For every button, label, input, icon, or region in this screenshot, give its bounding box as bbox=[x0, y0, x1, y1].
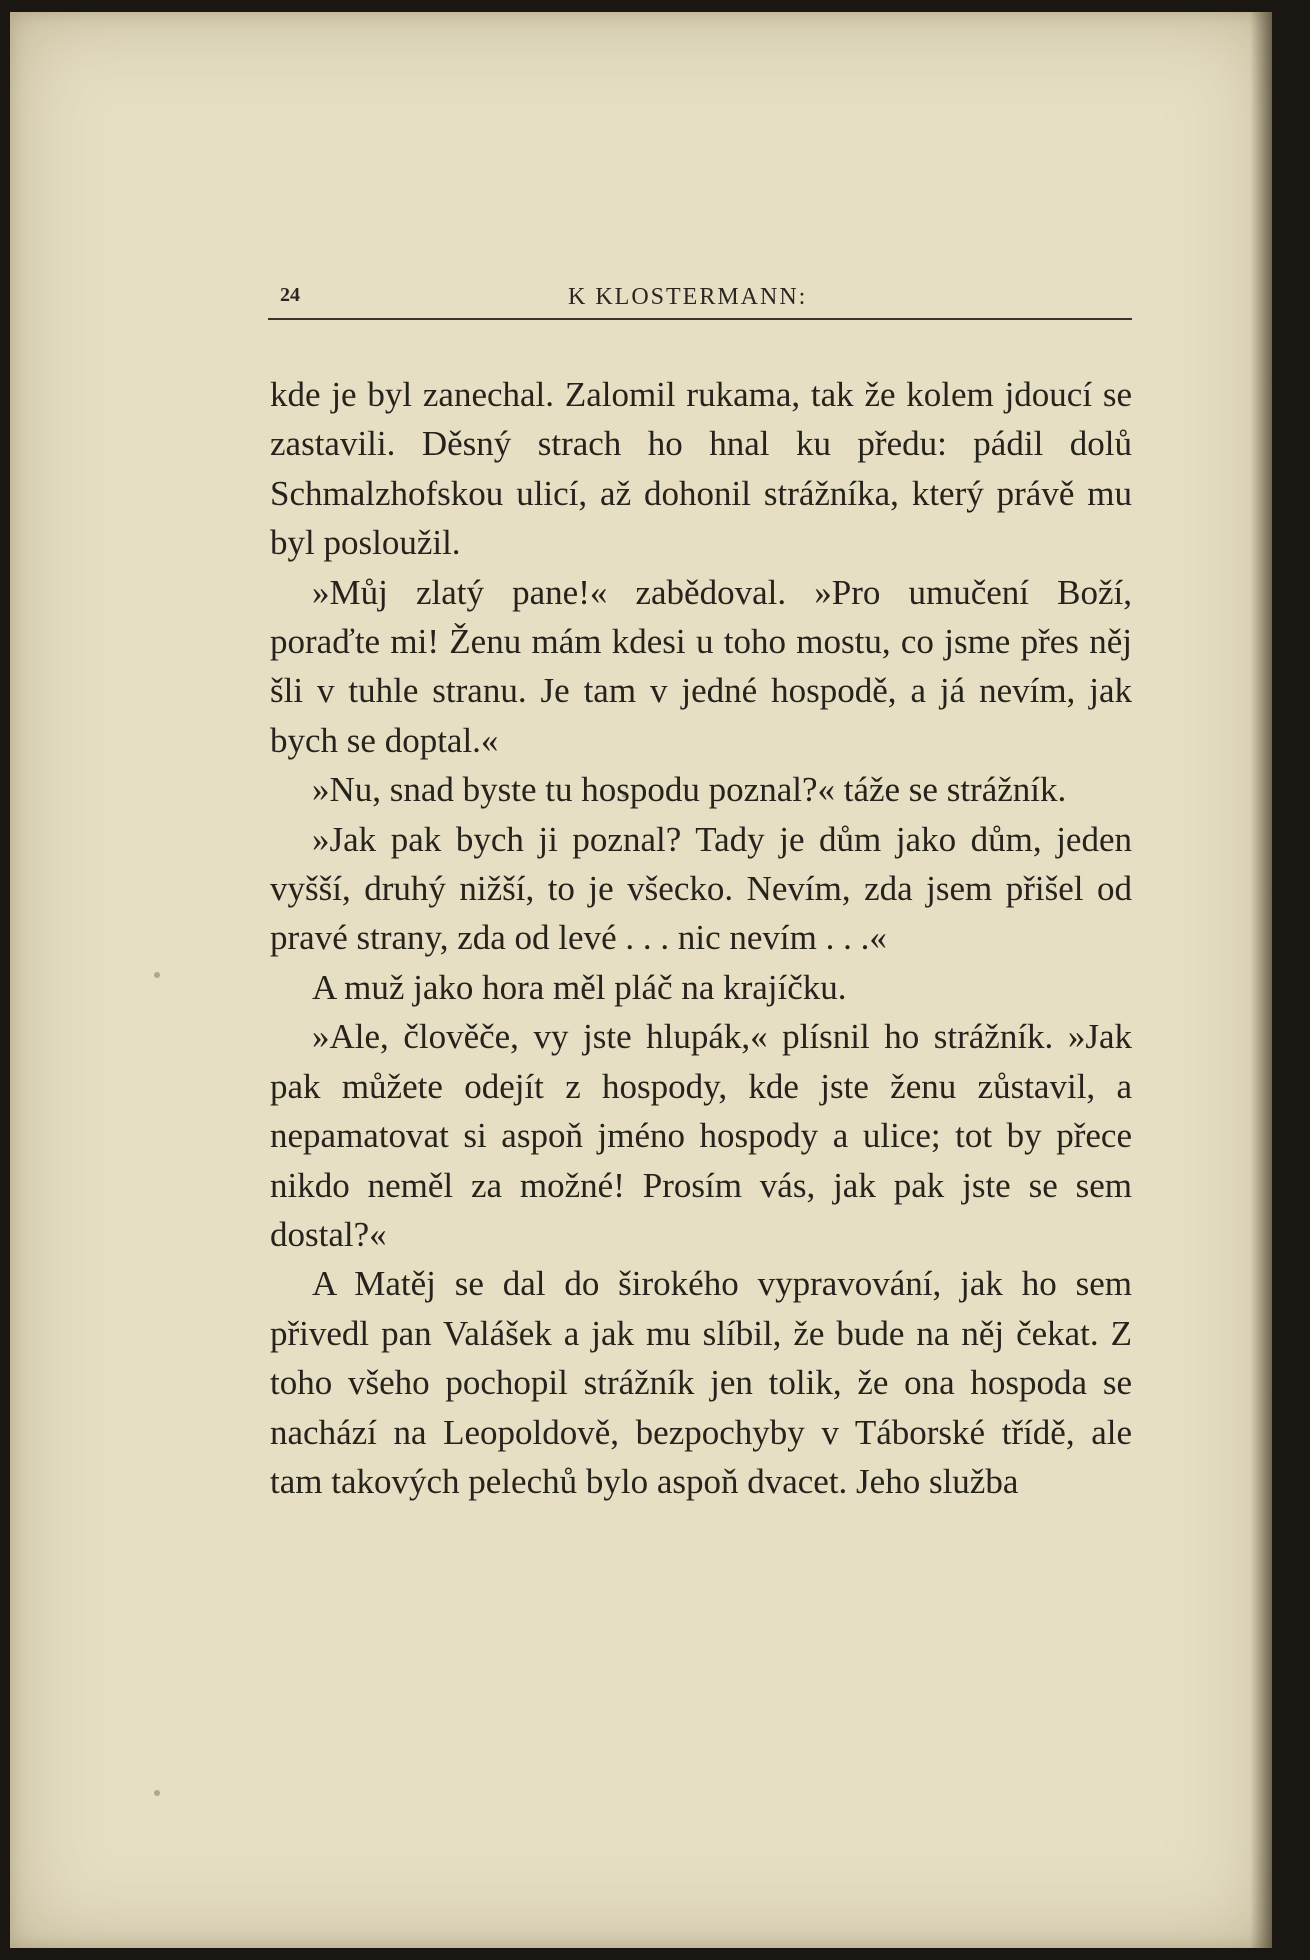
paragraph: kde je byl zanechal. Zalomil rukama, tak že kolem jdoucí se zastavili. Děsný strach ho hnal ku předu: pádil dolů Schmalzhofskou ulicí, až dohonil strážníka, který právě mu byl posloužil. bbox=[270, 375, 1132, 563]
paragraph: »Můj zlatý pane!« zabědoval. »Pro umučení Boží, poraďte mi! Ženu mám kdesi u toho mostu, co jsme přes něj šli v tuhle stranu. Je tam v jedné hospodě, a já nevím, jak bych se doptal.« bbox=[270, 572, 1132, 760]
paragraph: A muž jako hora měl pláč na krajíčku. bbox=[312, 967, 847, 1007]
running-header bbox=[268, 284, 1132, 314]
page-binding-shadow bbox=[1250, 12, 1272, 1948]
paragraph: »Ale, člověče, vy jste hlupák,« plísnil ho strážník. »Jak pak můžete odejít z hospody, kde jste ženu zůstavil, a nepamatovat si aspoň jméno hospody a ulice; tot by přece nikdo neměl za možné! Prosím vás, jak pak jste se sem dostal?« bbox=[270, 1017, 1132, 1254]
paragraph: A Matěj se dal do širokého vypravování, jak ho sem přivedl pan Valášek a jak mu slíbil, že bude na něj čekat. Z toho všeho pochopil strážník jen tolik, že ona hospoda se nachází na Leopoldově, bezpochyby v Táborské třídě, ale tam takových pelechů bylo aspoň dvacet. Jeho služba bbox=[270, 1264, 1132, 1501]
header-rule bbox=[268, 318, 1132, 320]
paper-speck bbox=[154, 1790, 160, 1796]
page-number: 24 bbox=[280, 284, 300, 306]
paragraph: »Nu, snad byste tu hospodu poznal?« táže se strážník. bbox=[312, 770, 1067, 810]
body-text bbox=[270, 370, 1132, 1506]
header-title: K KLOSTERMANN: bbox=[568, 284, 808, 310]
paper-speck bbox=[154, 972, 160, 978]
paragraph: »Jak pak bych ji poznal? Tady je dům jako dům, jeden vyšší, druhý nižší, to je všecko. Nevím, zda jsem přišel od pravé strany, zda od levé . . . nic nevím . . .« bbox=[270, 819, 1132, 958]
